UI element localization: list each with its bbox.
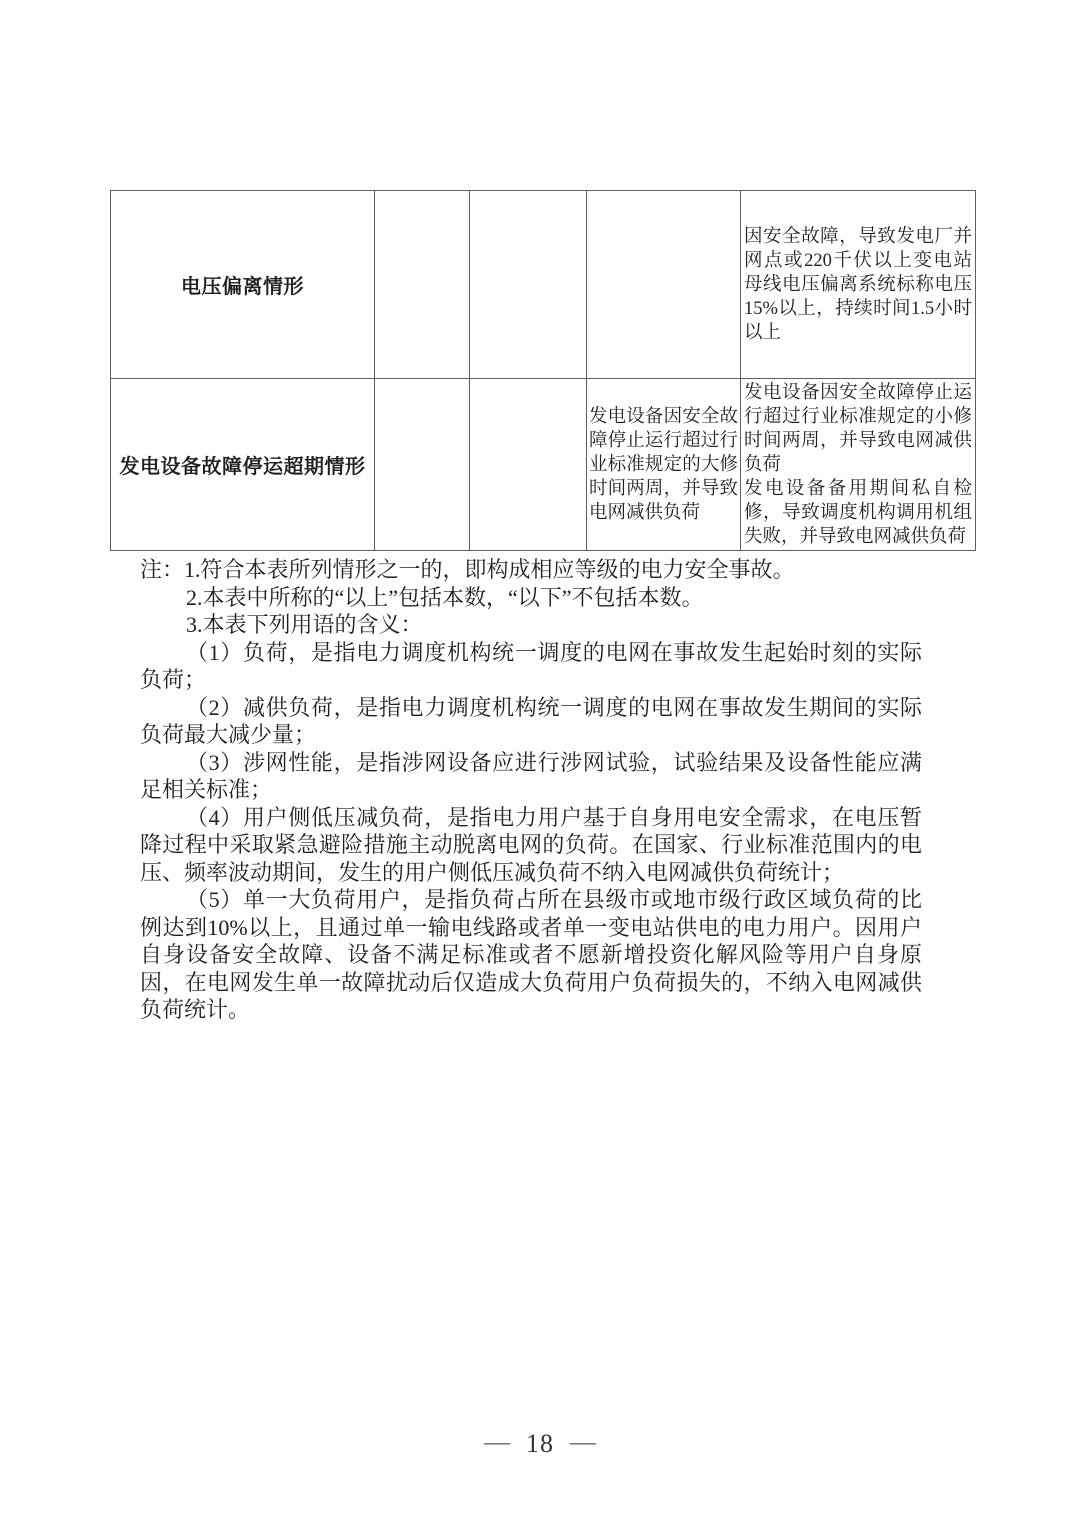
page-number (0, 1428, 1080, 1460)
cell-criteria-text (587, 379, 741, 551)
cell-empty (470, 191, 587, 379)
note-prefix: 注： (140, 557, 185, 582)
cell-empty (375, 191, 470, 379)
note-item-1: 1.符合本表所列情形之一的，即构成相应等级的电力安全事故。 (184, 557, 795, 582)
criteria-paragraph: 因安全故障，导致发电厂并网点或220千伏以上变电站母线电压偏离系统标称电压15%以上，持续时间1.5小时以上 (744, 226, 972, 343)
page-number-dash-left: — (484, 1427, 510, 1456)
cell-empty (470, 379, 587, 551)
table-row-generation-outage (111, 379, 976, 551)
row-label-generation-outage: 发电设备故障停运超期情形 (119, 456, 366, 478)
note-definition-1: （1）负荷，是指电力调度机构统一调度的电网在事故发生起始时刻的实际负荷； (140, 639, 922, 692)
accident-criteria-table (110, 190, 976, 551)
note-definition-3: （3）涉网性能，是指涉网设备应进行涉网试验，试验结果及设备性能应满足相关标准； (140, 749, 922, 802)
note-definition-2: （2）减供负荷，是指电力调度机构统一调度的电网在事故发生期间的实际负荷最大减少量； (140, 694, 922, 747)
note-line-2: 2.本表中所称的“以上”包括本数，“以下”不包括本数。 (186, 584, 704, 610)
cell-empty (587, 191, 741, 379)
note-line-1 (110, 556, 975, 584)
row-label-voltage-deviation: 电压偏离情形 (181, 276, 304, 298)
cell-criteria-text (741, 191, 976, 379)
note-line-3: 3.本表下列用语的含义： (186, 612, 423, 637)
cell-row-label (111, 379, 375, 551)
criteria-paragraph: 发电设备备用期间私自检修，导致调度机构调用机组失败，并导致电网减供负荷 (744, 478, 972, 547)
cell-empty (375, 379, 470, 551)
cell-criteria-text (741, 379, 976, 551)
note-definition-5: （5）单一大负荷用户，是指负荷占所在县级市或地市级行政区域负荷的比例达到10%以上，且通过单一输电线路或者单一变电站供电的电力用户。因用户自身设备安全故障、设备不满足标准或者不愿新增投资化解风险等用户自身原因，在电网发生单一故障扰动后仅造成大负荷用户负荷损失的，不纳入电网减供负荷统计。 (140, 887, 922, 1022)
cell-row-label (111, 191, 375, 379)
page-number-dash-right: — (570, 1427, 596, 1456)
page-number-value: 18 (526, 1429, 554, 1458)
criteria-paragraph: 发电设备因安全故障停止运行超过行业标准规定的小修时间两周，并导致电网减供负荷 (744, 382, 972, 475)
notes-section (110, 556, 975, 1024)
criteria-paragraph: 发电设备因安全故障停止运行超过行业标准规定的大修时间两周，并导致电网减供负荷 (589, 406, 738, 523)
table-row-voltage-deviation (111, 191, 976, 379)
note-definition-4: （4）用户侧低压减负荷，是指电力用户基于自身用电安全需求，在电压暂降过程中采取紧急避险措施主动脱离电网的负荷。在国家、行业标准范围内的电压、频率波动期间，发生的用户侧低压减负荷不纳入电网减供负荷统计； (140, 804, 922, 885)
